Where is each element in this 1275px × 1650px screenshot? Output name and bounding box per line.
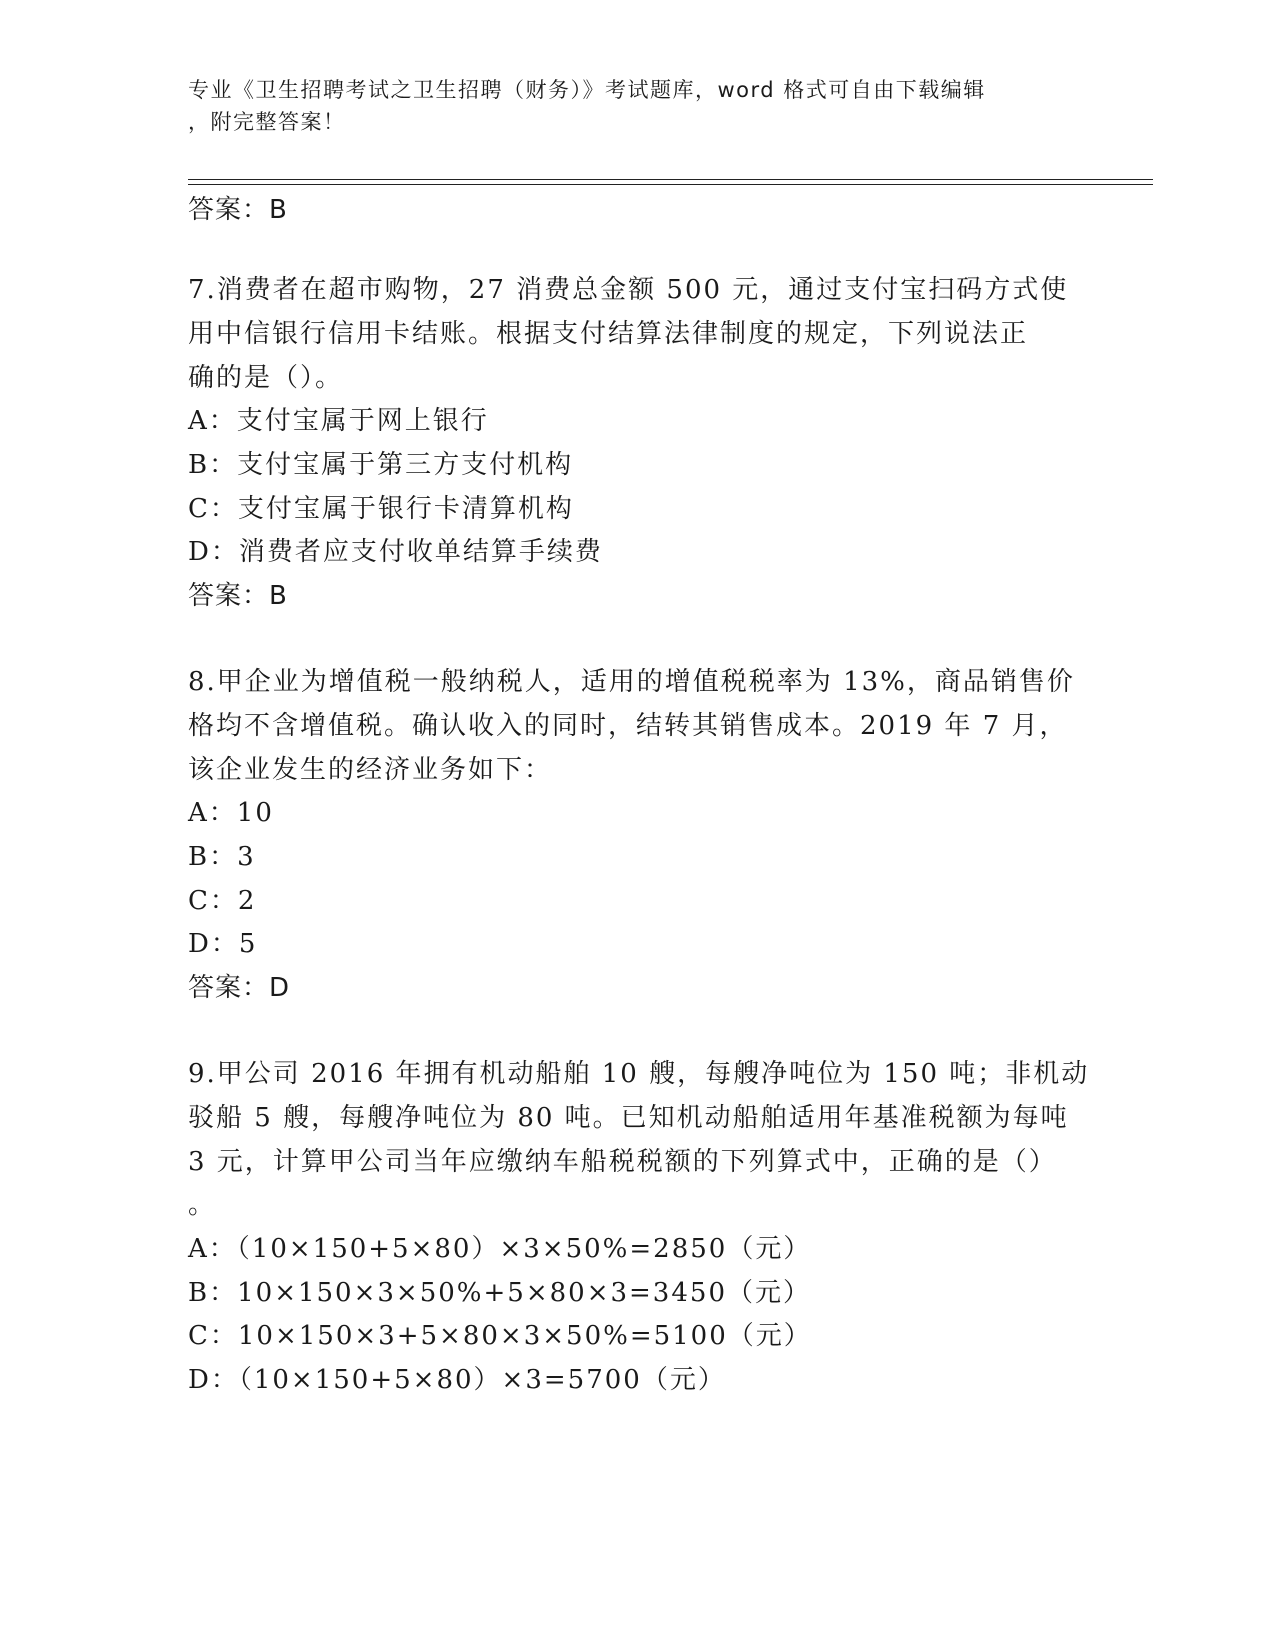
question-7-line-1: 7.消费者在超市购物，27 消费总金额 500 元，通过支付宝扫码方式使 — [188, 275, 1069, 305]
option-a: A：支付宝属于网上银行 — [188, 406, 489, 436]
header-rule-bottom — [188, 184, 1153, 185]
header-rule-top — [188, 179, 1153, 180]
option-c: C：2 — [188, 886, 257, 916]
option-d: D：消费者应支付收单结算手续费 — [188, 537, 603, 567]
question-7-line-3: 确的是（）。 — [188, 363, 344, 393]
question-9-line-4: 。 — [188, 1190, 217, 1220]
option-a: A：（10×150+5×80）×3×50%=2850（元） — [188, 1234, 812, 1264]
question-9-line-3: 3 元，计算甲公司当年应缴纳车船税税额的下列算式中，正确的是（） — [188, 1147, 1057, 1177]
option-d: D：5 — [188, 929, 258, 959]
answer-line: 答案：B — [188, 195, 288, 225]
option-b: B：3 — [188, 842, 256, 872]
question-8-line-2: 格均不含增值税。确认收入的同时，结转其销售成本。2019 年 7 月， — [188, 711, 1068, 741]
question-8-line-1: 8.甲企业为增值税一般纳税人，适用的增值税税率为 13%，商品销售价 — [188, 667, 1075, 697]
option-b: B：10×150×3×50%+5×80×3=3450（元） — [188, 1278, 811, 1308]
question-8-line-3: 该企业发生的经济业务如下： — [188, 755, 553, 785]
option-a: A：10 — [188, 798, 274, 828]
question-9-line-2: 驳船 5 艘，每艘净吨位为 80 吨。已知机动船舶适用年基准税额为每吨 — [188, 1103, 1069, 1133]
question-9-line-1: 9.甲公司 2016 年拥有机动船舶 10 艘，每艘净吨位为 150 吨；非机动 — [188, 1059, 1090, 1089]
option-d: D：（10×150+5×80）×3=5700（元） — [188, 1365, 726, 1395]
answer-line: 答案：B — [188, 581, 288, 611]
option-c: C：10×150×3+5×80×3×50%=5100（元） — [188, 1321, 812, 1351]
document-header — [188, 74, 1088, 138]
option-b: B：支付宝属于第三方支付机构 — [188, 450, 574, 480]
answer-line: 答案：D — [188, 973, 291, 1003]
question-7-line-2: 用中信银行信用卡结账。根据支付结算法律制度的规定，下列说法正 — [188, 319, 1029, 349]
header-line-2: ，附完整答案！ — [188, 110, 346, 134]
option-c: C：支付宝属于银行卡清算机构 — [188, 494, 574, 524]
header-line-1: 专业《卫生招聘考试之卫生招聘（财务）》考试题库，word 格式可自由下载编辑 — [188, 78, 986, 102]
